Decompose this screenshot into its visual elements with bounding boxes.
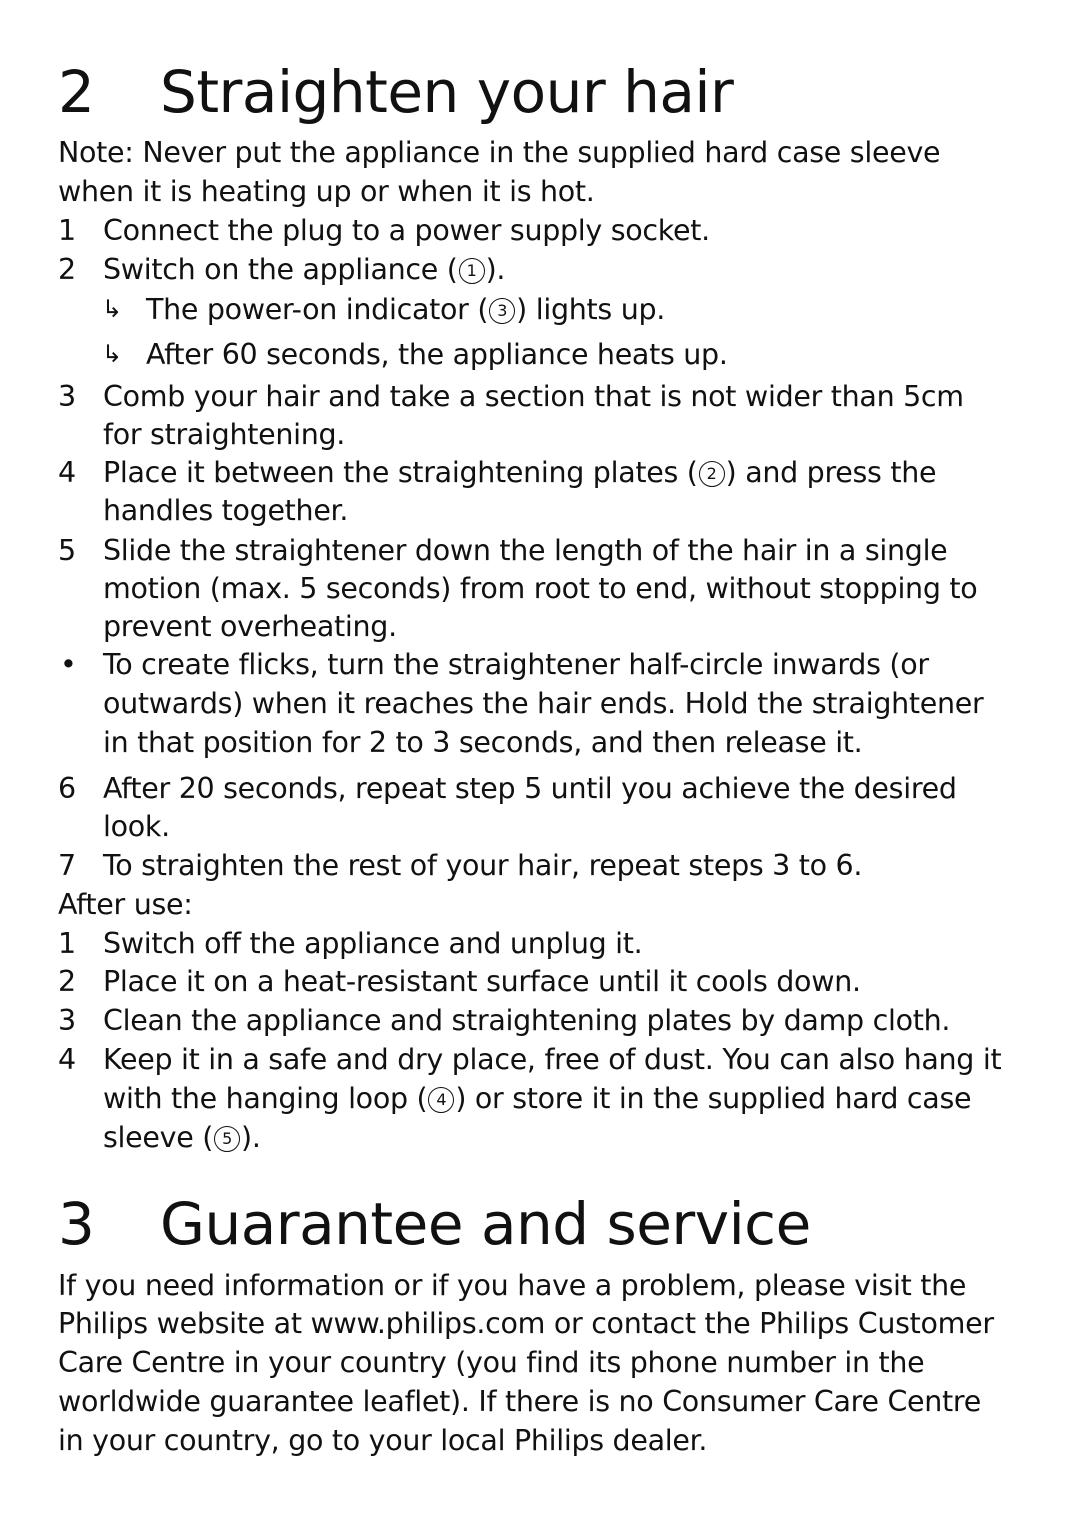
step-number: 2 bbox=[58, 253, 77, 286]
step-text bbox=[103, 1079, 971, 1118]
step-text: Switch off the appliance and unplug it. bbox=[103, 927, 643, 960]
step-number: 3 bbox=[58, 380, 77, 413]
step-text: Comb your hair and take a section that is not wider than 5cm bbox=[103, 380, 964, 413]
note-text: : Never put the appliance in the supplied hard case sleeve bbox=[124, 136, 941, 169]
step-number: 1 bbox=[58, 927, 77, 960]
note-paragraph-line2: when it is heating up or when it is hot. bbox=[58, 175, 595, 208]
step-text: for straightening. bbox=[103, 418, 346, 451]
step-text: Slide the straightener down the length of the hair in a single bbox=[103, 534, 948, 567]
step-number: 6 bbox=[58, 772, 77, 805]
after-use-label: After use bbox=[58, 888, 184, 921]
step-text-part: sleeve ( bbox=[103, 1121, 214, 1154]
result-text-part: ) lights up. bbox=[516, 293, 666, 326]
result-arrow-icon: ↳ bbox=[102, 340, 123, 368]
step-text-part: Switch on the appliance ( bbox=[103, 253, 458, 286]
body-text: Care Centre in your country (you find its phone number in the bbox=[58, 1346, 925, 1379]
callout-ref: 3 bbox=[489, 298, 515, 324]
section-title: Straighten your hair bbox=[160, 58, 734, 126]
section-title: Guarantee and service bbox=[160, 1190, 811, 1258]
step-text-part: with the hanging loop ( bbox=[103, 1082, 428, 1115]
step-text-part: ). bbox=[485, 253, 506, 286]
step-text: Place it on a heat-resistant surface until it cools down. bbox=[103, 965, 861, 998]
section-number: 2 bbox=[58, 58, 95, 126]
step-text: Keep it in a safe and dry place, free of dust. You can also hang it bbox=[103, 1043, 1002, 1076]
result-arrow-icon: ↳ bbox=[102, 295, 123, 323]
step-number: 2 bbox=[58, 965, 77, 998]
callout-ref: 2 bbox=[699, 461, 725, 487]
step-text bbox=[103, 1118, 261, 1157]
callout-ref: 4 bbox=[428, 1087, 454, 1113]
step-text: Connect the plug to a power supply socket. bbox=[103, 214, 710, 247]
step-number: 3 bbox=[58, 1004, 77, 1037]
step-number: 5 bbox=[58, 534, 77, 567]
after-use-heading bbox=[58, 885, 193, 924]
body-text: Philips website at www.philips.com or contact the Philips Customer bbox=[58, 1307, 994, 1340]
step-number: 4 bbox=[58, 1043, 77, 1076]
bullet-icon: • bbox=[60, 648, 77, 681]
body-text: If you need information or if you have a problem, please visit the bbox=[58, 1269, 967, 1302]
step-text: look. bbox=[103, 810, 170, 843]
step-text-part: ) and press the bbox=[725, 456, 937, 489]
step-number: 1 bbox=[58, 214, 77, 247]
step-text: Clean the appliance and straightening plates by damp cloth. bbox=[103, 1004, 951, 1037]
result-text: After 60 seconds, the appliance heats up. bbox=[146, 338, 728, 371]
tip-text: in that position for 2 to 3 seconds, and then release it. bbox=[103, 726, 863, 759]
step-text-part: ) or store it in the supplied hard case bbox=[455, 1082, 972, 1115]
step-text-part: Place it between the straightening plates ( bbox=[103, 456, 698, 489]
step-text: handles together. bbox=[103, 494, 349, 527]
step-number: 7 bbox=[58, 849, 77, 882]
step-text bbox=[103, 250, 505, 289]
after-use-colon: : bbox=[183, 888, 193, 921]
note-label: Note bbox=[58, 136, 125, 169]
callout-ref: 1 bbox=[459, 258, 485, 284]
callout-ref: 5 bbox=[214, 1126, 240, 1152]
body-text: in your country, go to your local Philips dealer. bbox=[58, 1424, 708, 1457]
step-text bbox=[103, 453, 936, 492]
section-heading-guarantee bbox=[58, 1192, 811, 1256]
section-heading-straighten bbox=[58, 60, 733, 124]
result-text bbox=[146, 290, 665, 329]
step-text: To straighten the rest of your hair, repeat steps 3 to 6. bbox=[103, 849, 863, 882]
tip-text: outwards) when it reaches the hair ends. Hold the straightener bbox=[103, 687, 984, 720]
step-number: 4 bbox=[58, 456, 77, 489]
result-text-part: The power-on indicator ( bbox=[146, 293, 489, 326]
step-text-part: ). bbox=[241, 1121, 261, 1154]
section-number: 3 bbox=[58, 1190, 95, 1258]
step-text: After 20 seconds, repeat step 5 until you achieve the desired bbox=[103, 772, 957, 805]
body-text: worldwide guarantee leaflet). If there is no Consumer Care Centre bbox=[58, 1385, 981, 1418]
tip-text: To create flicks, turn the straightener half-circle inwards (or bbox=[103, 648, 929, 681]
note-paragraph bbox=[58, 133, 940, 172]
step-text: motion (max. 5 seconds) from root to end, without stopping to bbox=[103, 572, 978, 605]
step-text: prevent overheating. bbox=[103, 610, 397, 643]
